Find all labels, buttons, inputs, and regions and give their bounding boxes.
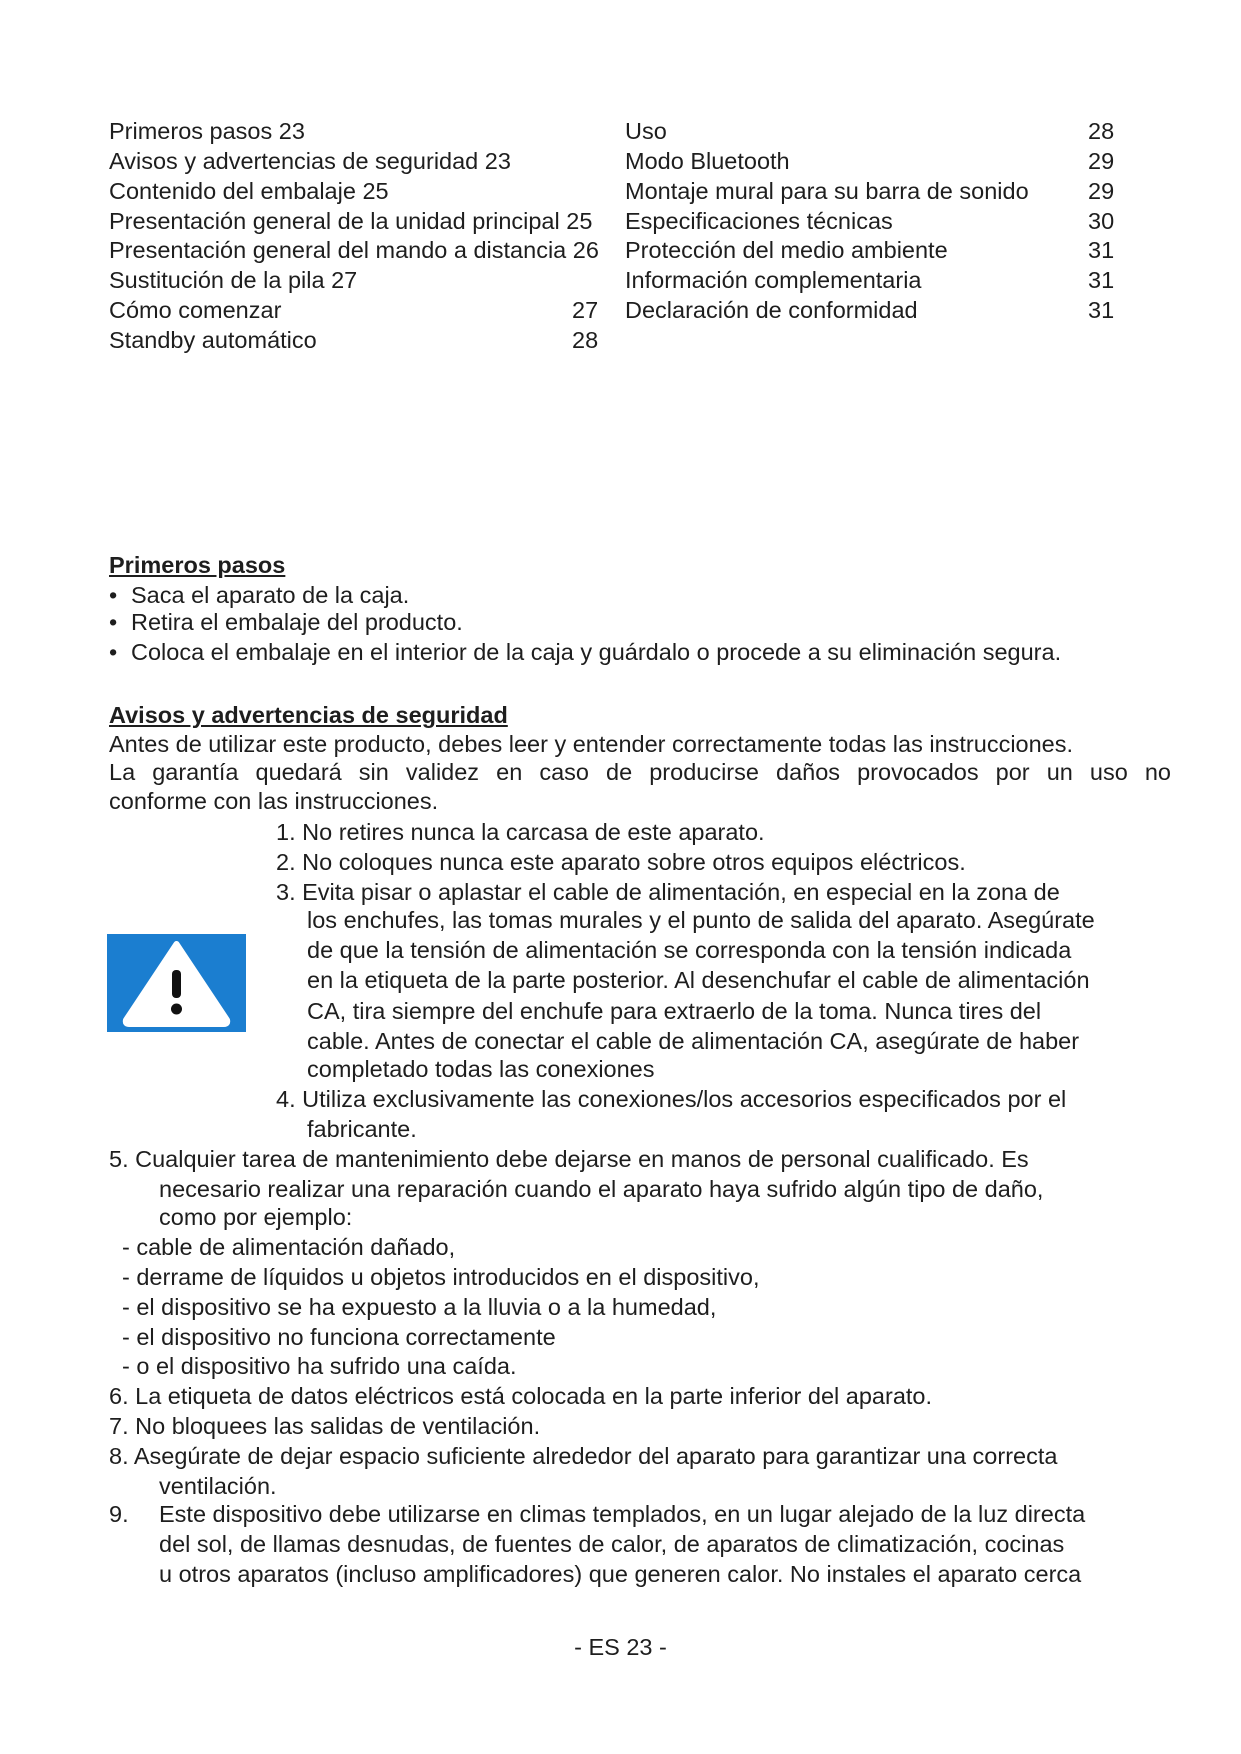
toc-entry-page: 29 bbox=[1088, 178, 1115, 204]
list-item: 1. No retires nunca la carcasa de este aparato. bbox=[276, 819, 765, 845]
list-item-continuation: los enchufes, las tomas murales y el punto de salida del aparato. Asegúrate bbox=[307, 907, 1095, 933]
toc-entry-title[interactable]: Modo Bluetooth bbox=[625, 148, 790, 174]
toc-entry-title[interactable]: Protección del medio ambiente bbox=[625, 237, 948, 263]
toc-entry-title[interactable]: Información complementaria bbox=[625, 267, 922, 293]
list-item-text: Retira el embalaje del producto. bbox=[131, 609, 463, 635]
list-item: Este dispositivo debe utilizarse en climas templados, en un lugar alejado de la luz directa bbox=[159, 1501, 1086, 1527]
toc-entry-title[interactable]: Especificaciones técnicas bbox=[625, 208, 893, 234]
list-item-continuation: de que la tensión de alimentación se corresponda con la tensión indicada bbox=[307, 937, 1072, 963]
warning-triangle-svg bbox=[107, 934, 246, 1032]
list-item: • Coloca el embalaje en el interior de la caja y guárdalo o procede a su eliminación segura. bbox=[109, 639, 1062, 665]
warning-triangle-icon bbox=[107, 934, 246, 1032]
toc-entry-page: 27 bbox=[572, 297, 599, 323]
list-item: 8. Asegúrate de dejar espacio suficiente alrededor del aparato para garantizar una correcta bbox=[109, 1443, 1058, 1469]
list-item: 4. Utiliza exclusivamente las conexiones/los accesorios especificados por el bbox=[276, 1086, 1067, 1112]
toc-entry-title[interactable]: Standby automático bbox=[109, 327, 317, 353]
dash-item: - derrame de líquidos u objetos introducidos en el dispositivo, bbox=[122, 1264, 760, 1290]
list-item-continuation: u otros aparatos (incluso amplificadores) que generen calor. No instales el aparato cerca bbox=[159, 1561, 1082, 1587]
list-item-continuation: CA, tira siempre del enchufe para extraerlo de la toma. Nunca tires del bbox=[307, 998, 1042, 1024]
list-item-number: 9. bbox=[109, 1501, 129, 1527]
toc-entry-title[interactable]: Sustitución de la pila 27 bbox=[109, 267, 358, 293]
toc-entry-title[interactable]: Presentación general del mando a distancia 26 bbox=[109, 237, 599, 263]
toc-entry-page: 29 bbox=[1088, 148, 1115, 174]
list-item-continuation: completado todas las conexiones bbox=[307, 1056, 655, 1082]
list-item: 5. Cualquier tarea de mantenimiento debe dejarse en manos de personal cualificado. Es bbox=[109, 1146, 1029, 1172]
list-item-continuation: cable. Antes de conectar el cable de alimentación CA, asegúrate de haber bbox=[307, 1028, 1080, 1054]
toc-entry-title[interactable]: Montaje mural para su barra de sonido bbox=[625, 178, 1029, 204]
dash-item: - el dispositivo no funciona correctamente bbox=[122, 1324, 556, 1350]
list-item: • Retira el embalaje del producto. bbox=[109, 609, 463, 635]
list-item-continuation: del sol, de llamas desnudas, de fuentes de calor, de aparatos de climatización, cocinas bbox=[159, 1531, 1065, 1557]
dash-item: - o el dispositivo ha sufrido una caída. bbox=[122, 1353, 517, 1379]
list-item: 2. No coloques nunca este aparato sobre otros equipos eléctricos. bbox=[276, 849, 966, 875]
toc-entry-page: 28 bbox=[572, 327, 599, 353]
toc-entry-page: 28 bbox=[1088, 118, 1115, 144]
list-item-continuation: como por ejemplo: bbox=[159, 1204, 353, 1230]
paragraph-line: conforme con las instrucciones. bbox=[109, 788, 439, 814]
list-item: 6. La etiqueta de datos eléctricos está colocada en la parte inferior del aparato. bbox=[109, 1383, 933, 1409]
list-item-text: Coloca el embalaje en el interior de la caja y guárdalo o procede a su eliminación segura. bbox=[131, 639, 1062, 665]
page-footer: - ES 23 - bbox=[574, 1634, 667, 1660]
toc-entry-title[interactable]: Primeros pasos 23 bbox=[109, 118, 305, 144]
dash-item: - cable de alimentación dañado, bbox=[122, 1234, 456, 1260]
toc-entry-page: 31 bbox=[1088, 237, 1115, 263]
toc-entry-page: 30 bbox=[1088, 208, 1115, 234]
list-item-continuation: necesario realizar una reparación cuando el aparato haya sufrido algún tipo de daño, bbox=[159, 1176, 1044, 1202]
toc-entry-page: 31 bbox=[1088, 267, 1115, 293]
toc-entry-title[interactable]: Declaración de conformidad bbox=[625, 297, 918, 323]
toc-entry-page: 31 bbox=[1088, 297, 1115, 323]
list-item-continuation: en la etiqueta de la parte posterior. Al desenchufar el cable de alimentación bbox=[307, 967, 1090, 993]
dash-item: - el dispositivo se ha expuesto a la lluvia o a la humedad, bbox=[122, 1294, 717, 1320]
list-item-continuation: fabricante. bbox=[307, 1116, 417, 1142]
list-item-text: Saca el aparato de la caja. bbox=[131, 582, 410, 608]
toc-entry-title[interactable]: Presentación general de la unidad principal 25 bbox=[109, 208, 593, 234]
list-item-continuation: ventilación. bbox=[159, 1473, 277, 1499]
section-heading-avisos: Avisos y advertencias de seguridad bbox=[109, 702, 508, 728]
list-item: 7. No bloquees las salidas de ventilación. bbox=[109, 1413, 541, 1439]
paragraph-line: La garantía quedará sin validez en caso de producirse daños provocados por un uso no bbox=[109, 759, 1171, 785]
toc-entry-title[interactable]: Contenido del embalaje 25 bbox=[109, 178, 389, 204]
section-heading-primeros-pasos: Primeros pasos bbox=[109, 552, 286, 578]
paragraph-line: Antes de utilizar este producto, debes leer y entender correctamente todas las instrucciones. bbox=[109, 731, 1074, 757]
list-item: 3. Evita pisar o aplastar el cable de alimentación, en especial en la zona de bbox=[276, 879, 1060, 905]
toc-entry-title[interactable]: Uso bbox=[625, 118, 667, 144]
toc-entry-title[interactable]: Cómo comenzar bbox=[109, 297, 282, 323]
list-item: • Saca el aparato de la caja. bbox=[109, 582, 410, 608]
toc-entry-title[interactable]: Avisos y advertencias de seguridad 23 bbox=[109, 148, 511, 174]
